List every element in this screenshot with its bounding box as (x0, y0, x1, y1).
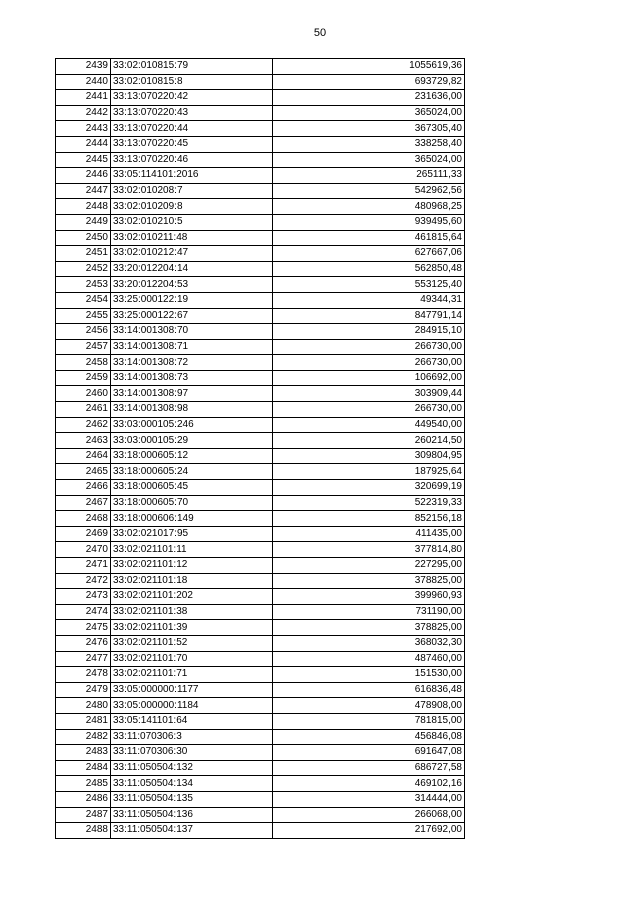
value-cell: 367305,40 (273, 121, 465, 137)
value-cell: 231636,00 (273, 90, 465, 106)
cadastral-number-cell: 33:02:010210:5 (111, 214, 273, 230)
table-row (56, 791, 465, 807)
value-cell: 266730,00 (273, 402, 465, 418)
value-cell: 151530,00 (273, 667, 465, 683)
table-body (56, 59, 465, 839)
row-number-cell: 2449 (56, 214, 111, 230)
cadastral-number-cell: 33:20:012204:53 (111, 277, 273, 293)
value-cell: 449540,00 (273, 417, 465, 433)
value-cell: 781815,00 (273, 713, 465, 729)
table-row (56, 402, 465, 418)
table-row (56, 745, 465, 761)
row-number-cell: 2442 (56, 105, 111, 121)
row-number-cell: 2480 (56, 698, 111, 714)
row-number-cell: 2441 (56, 90, 111, 106)
row-number-cell: 2473 (56, 589, 111, 605)
cadastral-number-cell: 33:02:010208:7 (111, 183, 273, 199)
table-row (56, 121, 465, 137)
value-cell: 478908,00 (273, 698, 465, 714)
table-row (56, 74, 465, 90)
table-row (56, 480, 465, 496)
value-cell: 49344,31 (273, 292, 465, 308)
table-row (56, 713, 465, 729)
cadastral-number-cell: 33:02:010211:48 (111, 230, 273, 246)
table-row (56, 308, 465, 324)
row-number-cell: 2484 (56, 760, 111, 776)
value-cell: 187925,64 (273, 464, 465, 480)
value-cell: 686727,58 (273, 760, 465, 776)
cadastral-number-cell: 33:02:021017:95 (111, 526, 273, 542)
cadastral-number-cell: 33:02:021101:11 (111, 542, 273, 558)
row-number-cell: 2453 (56, 277, 111, 293)
table-row (56, 136, 465, 152)
row-number-cell: 2451 (56, 246, 111, 262)
cadastral-number-cell: 33:02:021101:71 (111, 667, 273, 683)
value-cell: 266730,00 (273, 339, 465, 355)
table-row (56, 152, 465, 168)
table-row (56, 620, 465, 636)
row-number-cell: 2450 (56, 230, 111, 246)
table-row (56, 261, 465, 277)
value-cell: 284915,10 (273, 324, 465, 340)
value-cell: 553125,40 (273, 277, 465, 293)
table-row (56, 324, 465, 340)
row-number-cell: 2457 (56, 339, 111, 355)
table-row (56, 495, 465, 511)
cadastral-number-cell: 33:11:050504:134 (111, 776, 273, 792)
cadastral-value-table (55, 58, 465, 839)
value-cell: 1055619,36 (273, 59, 465, 75)
row-number-cell: 2454 (56, 292, 111, 308)
cadastral-number-cell: 33:02:021101:38 (111, 604, 273, 620)
table-row (56, 370, 465, 386)
value-cell: 693729,82 (273, 74, 465, 90)
table-row (56, 589, 465, 605)
cadastral-number-cell: 33:02:010815:79 (111, 59, 273, 75)
cadastral-number-cell: 33:02:021101:18 (111, 573, 273, 589)
table-row (56, 277, 465, 293)
value-cell: 217692,00 (273, 823, 465, 839)
table-row (56, 604, 465, 620)
cadastral-number-cell: 33:02:021101:202 (111, 589, 273, 605)
table-row (56, 105, 465, 121)
cadastral-number-cell: 33:14:001308:72 (111, 355, 273, 371)
table-row (56, 776, 465, 792)
row-number-cell: 2488 (56, 823, 111, 839)
table-row (56, 355, 465, 371)
row-number-cell: 2477 (56, 651, 111, 667)
value-cell: 480968,25 (273, 199, 465, 215)
row-number-cell: 2448 (56, 199, 111, 215)
value-cell: 106692,00 (273, 370, 465, 386)
value-cell: 399960,93 (273, 589, 465, 605)
cadastral-number-cell: 33:02:010212:47 (111, 246, 273, 262)
value-cell: 365024,00 (273, 152, 465, 168)
value-cell: 303909,44 (273, 386, 465, 402)
cadastral-number-cell: 33:11:050504:137 (111, 823, 273, 839)
value-cell: 378825,00 (273, 620, 465, 636)
cadastral-number-cell: 33:13:070220:46 (111, 152, 273, 168)
table-row (56, 214, 465, 230)
table-row (56, 183, 465, 199)
cadastral-number-cell: 33:20:012204:14 (111, 261, 273, 277)
cadastral-number-cell: 33:11:070306:30 (111, 745, 273, 761)
cadastral-number-cell: 33:11:050504:132 (111, 760, 273, 776)
row-number-cell: 2461 (56, 402, 111, 418)
cadastral-number-cell: 33:02:021101:70 (111, 651, 273, 667)
row-number-cell: 2445 (56, 152, 111, 168)
cadastral-number-cell: 33:25:000122:19 (111, 292, 273, 308)
cadastral-number-cell: 33:13:070220:42 (111, 90, 273, 106)
value-cell: 365024,00 (273, 105, 465, 121)
row-number-cell: 2447 (56, 183, 111, 199)
table-row (56, 729, 465, 745)
value-cell: 266730,00 (273, 355, 465, 371)
row-number-cell: 2469 (56, 526, 111, 542)
value-cell: 377814,80 (273, 542, 465, 558)
table-row (56, 542, 465, 558)
row-number-cell: 2452 (56, 261, 111, 277)
table-row (56, 433, 465, 449)
row-number-cell: 2487 (56, 807, 111, 823)
cadastral-number-cell: 33:11:050504:136 (111, 807, 273, 823)
table-row (56, 417, 465, 433)
value-cell: 266068,00 (273, 807, 465, 823)
value-cell: 852156,18 (273, 511, 465, 527)
table-row (56, 464, 465, 480)
cadastral-number-cell: 33:13:070220:44 (111, 121, 273, 137)
row-number-cell: 2440 (56, 74, 111, 90)
row-number-cell: 2483 (56, 745, 111, 761)
table-row (56, 448, 465, 464)
row-number-cell: 2486 (56, 791, 111, 807)
table-row (56, 59, 465, 75)
cadastral-number-cell: 33:18:000605:45 (111, 480, 273, 496)
cadastral-number-cell: 33:13:070220:45 (111, 136, 273, 152)
table-row (56, 651, 465, 667)
value-cell: 847791,14 (273, 308, 465, 324)
row-number-cell: 2466 (56, 480, 111, 496)
row-number-cell: 2476 (56, 635, 111, 651)
value-cell: 461815,64 (273, 230, 465, 246)
table-row (56, 698, 465, 714)
table-row (56, 90, 465, 106)
value-cell: 731190,00 (273, 604, 465, 620)
row-number-cell: 2471 (56, 558, 111, 574)
row-number-cell: 2467 (56, 495, 111, 511)
value-cell: 562850,48 (273, 261, 465, 277)
cadastral-number-cell: 33:14:001308:97 (111, 386, 273, 402)
value-cell: 368032,30 (273, 635, 465, 651)
cadastral-number-cell: 33:11:070306:3 (111, 729, 273, 745)
value-cell: 469102,16 (273, 776, 465, 792)
row-number-cell: 2456 (56, 324, 111, 340)
cadastral-number-cell: 33:02:021101:12 (111, 558, 273, 574)
table-row (56, 807, 465, 823)
cadastral-number-cell: 33:02:021101:52 (111, 635, 273, 651)
row-number-cell: 2475 (56, 620, 111, 636)
row-number-cell: 2464 (56, 448, 111, 464)
table-row (56, 511, 465, 527)
cadastral-number-cell: 33:03:000105:29 (111, 433, 273, 449)
value-cell: 691647,08 (273, 745, 465, 761)
cadastral-number-cell: 33:05:141101:64 (111, 713, 273, 729)
cadastral-number-cell: 33:14:001308:70 (111, 324, 273, 340)
value-cell: 265111,33 (273, 168, 465, 184)
table-row (56, 292, 465, 308)
row-number-cell: 2470 (56, 542, 111, 558)
row-number-cell: 2474 (56, 604, 111, 620)
value-cell: 227295,00 (273, 558, 465, 574)
row-number-cell: 2485 (56, 776, 111, 792)
cadastral-number-cell: 33:25:000122:67 (111, 308, 273, 324)
cadastral-number-cell: 33:11:050504:135 (111, 791, 273, 807)
row-number-cell: 2459 (56, 370, 111, 386)
table-row (56, 558, 465, 574)
cadastral-number-cell: 33:05:000000:1184 (111, 698, 273, 714)
value-cell: 320699,19 (273, 480, 465, 496)
value-cell: 542962,56 (273, 183, 465, 199)
table-row (56, 573, 465, 589)
value-cell: 411435,00 (273, 526, 465, 542)
table-row (56, 682, 465, 698)
row-number-cell: 2481 (56, 713, 111, 729)
table-row (56, 199, 465, 215)
value-cell: 338258,40 (273, 136, 465, 152)
row-number-cell: 2468 (56, 511, 111, 527)
table-row (56, 526, 465, 542)
value-cell: 314444,00 (273, 791, 465, 807)
cadastral-number-cell: 33:02:010209:8 (111, 199, 273, 215)
table-row (56, 386, 465, 402)
value-cell: 309804,95 (273, 448, 465, 464)
row-number-cell: 2465 (56, 464, 111, 480)
value-cell: 487460,00 (273, 651, 465, 667)
cadastral-number-cell: 33:14:001308:98 (111, 402, 273, 418)
value-cell: 939495,60 (273, 214, 465, 230)
value-cell: 627667,06 (273, 246, 465, 262)
row-number-cell: 2443 (56, 121, 111, 137)
value-cell: 616836,48 (273, 682, 465, 698)
table-row (56, 760, 465, 776)
cadastral-number-cell: 33:03:000105:246 (111, 417, 273, 433)
cadastral-number-cell: 33:14:001308:73 (111, 370, 273, 386)
row-number-cell: 2439 (56, 59, 111, 75)
table-row (56, 635, 465, 651)
value-cell: 522319,33 (273, 495, 465, 511)
table-row (56, 339, 465, 355)
cadastral-number-cell: 33:02:021101:39 (111, 620, 273, 636)
row-number-cell: 2478 (56, 667, 111, 683)
table-row (56, 823, 465, 839)
row-number-cell: 2462 (56, 417, 111, 433)
row-number-cell: 2479 (56, 682, 111, 698)
row-number-cell: 2460 (56, 386, 111, 402)
row-number-cell: 2446 (56, 168, 111, 184)
cadastral-number-cell: 33:05:000000:1177 (111, 682, 273, 698)
row-number-cell: 2472 (56, 573, 111, 589)
row-number-cell: 2444 (56, 136, 111, 152)
value-cell: 378825,00 (273, 573, 465, 589)
cadastral-number-cell: 33:18:000605:24 (111, 464, 273, 480)
value-cell: 260214,50 (273, 433, 465, 449)
table-row (56, 667, 465, 683)
row-number-cell: 2458 (56, 355, 111, 371)
cadastral-number-cell: 33:02:010815:8 (111, 74, 273, 90)
table-row (56, 246, 465, 262)
cadastral-number-cell: 33:14:001308:71 (111, 339, 273, 355)
table-row (56, 230, 465, 246)
page-number: 50 (313, 27, 327, 39)
cadastral-number-cell: 33:18:000605:70 (111, 495, 273, 511)
cadastral-number-cell: 33:18:000606:149 (111, 511, 273, 527)
cadastral-number-cell: 33:13:070220:43 (111, 105, 273, 121)
row-number-cell: 2455 (56, 308, 111, 324)
cadastral-number-cell: 33:18:000605:12 (111, 448, 273, 464)
table-row (56, 168, 465, 184)
row-number-cell: 2463 (56, 433, 111, 449)
value-cell: 456846,08 (273, 729, 465, 745)
row-number-cell: 2482 (56, 729, 111, 745)
cadastral-number-cell: 33:05:114101:2016 (111, 168, 273, 184)
